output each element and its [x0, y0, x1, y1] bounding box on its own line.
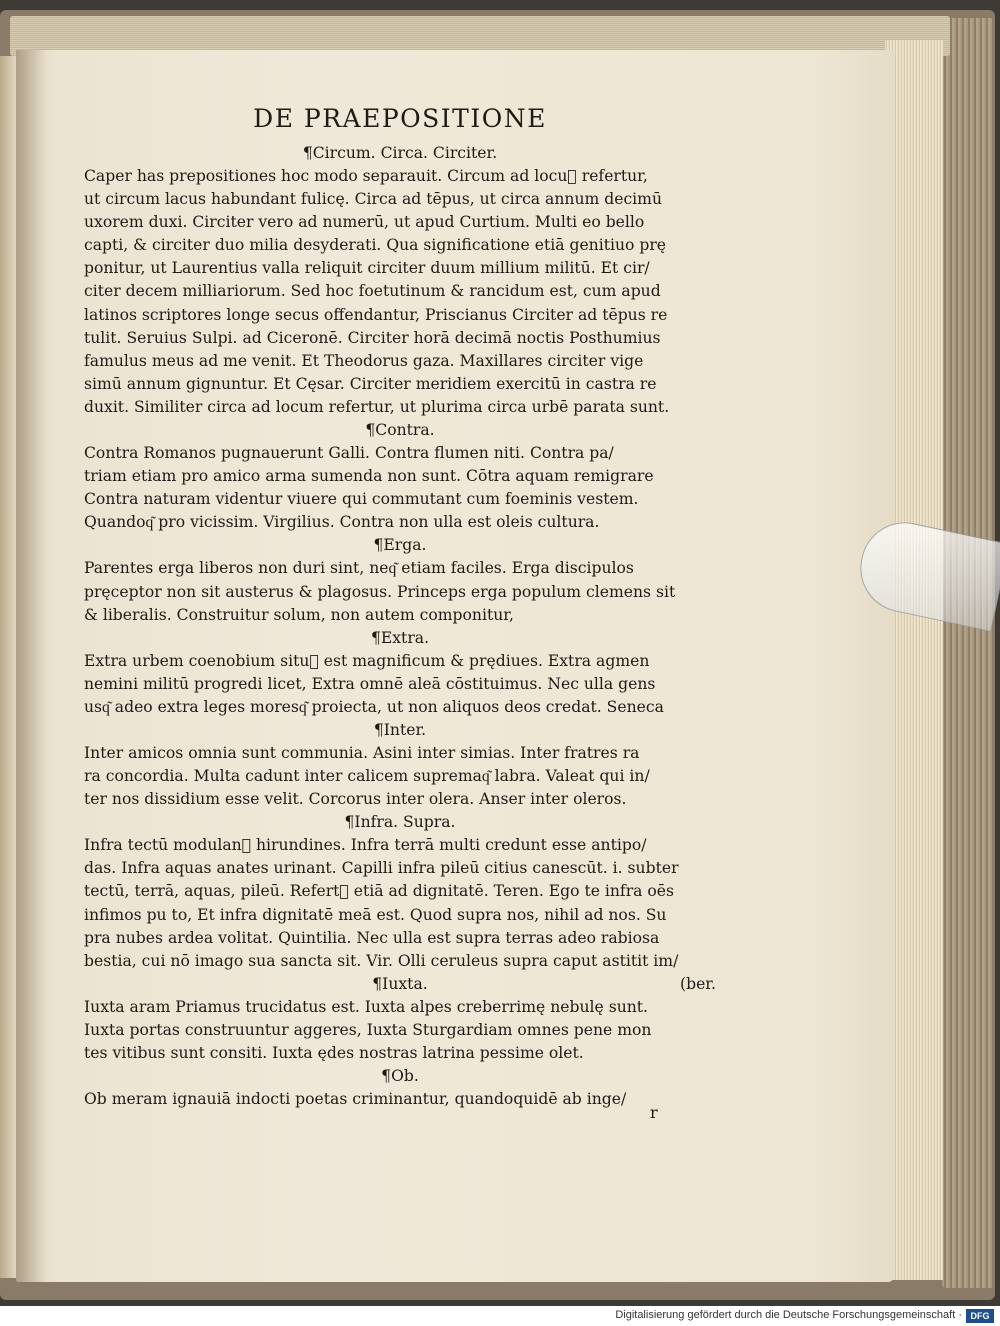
text-line: uxorem duxi. Circiter vero ad numerū, ut apud Curtium. Multi eo bello: [84, 213, 645, 232]
text-line: capti, & circiter duo milia desyderati. Qua significatione etiā genitiuo prę: [84, 236, 667, 255]
signature-mark: r: [650, 1103, 658, 1122]
text-line: citer decem milliariorum. Sed hoc foetutinum & rancidum est, cum apud: [84, 282, 661, 301]
page-text: [84, 104, 716, 1111]
text-line: tectū, terrā, aquas, pileū. Refert᷑ etiā ad dignitatē. Teren. Ego te infra oēs: [84, 882, 675, 901]
footer-bar: [0, 1306, 1000, 1326]
text-line: usq͂ adeo extra leges moresq͂ proiecta, ut non aliquos deos credat. Seneca: [84, 697, 664, 716]
text-line: ponitur, ut Laurentius valla reliquit circiter duum millium militū. Et cir/: [84, 259, 650, 278]
text-line: pra nubes ardea volitat. Quintilia. Nec ulla est supra terras adeo rabiosa: [84, 928, 660, 947]
text-line: Infra tectū modulan᷑ hirundines. Infra terrā multi credunt esse antipo/: [84, 836, 647, 855]
text-line: nemini militū progredi licet, Extra omnē aleā cōstituimus. Nec ulla gens: [84, 674, 656, 693]
text-line: pręceptor non sit austerus & plagosus. Princeps erga populum clemens sit: [84, 582, 676, 601]
text-line: Iuxta portas construuntur aggeres, Iuxta Sturgardiam omnes pene mon: [84, 1020, 652, 1039]
text-line: ut circum lacus habundant fulicę. Circa ad tēpus, ut circa annum decimū: [84, 190, 662, 209]
section-heading: [84, 534, 716, 557]
text-line: Extra urbem coenobium situ᷑ est magnificum & prędiues. Extra agmen: [84, 651, 650, 670]
text-line: das. Infra aquas anates urinant. Capilli infra pileū citius canescūt. i. subter: [84, 859, 679, 878]
section-heading: [84, 419, 716, 442]
text-line: Ob meram ignauiā indocti poetas criminantur, quandoquidē ab inge/: [84, 1090, 627, 1109]
page-title: DE PRAEPOSITIONE: [253, 104, 547, 133]
text-line: simū annum gignuntur. Et Cęsar. Circiter meridiem exercitū in castra re: [84, 374, 657, 393]
dfg-logo: DFG: [966, 1309, 994, 1323]
page-gutter-shadow: [16, 50, 46, 1282]
text-line: bestia, cui nō imago sua sancta sit. Vir. Olli ceruleus supra caput astitit im/: [84, 951, 679, 970]
text-line: Caper has prepositiones hoc modo separauit. Circum ad locu᷑ refertur,: [84, 167, 648, 185]
text-line: duxit. Similiter circa ad locum refertur, ut plurima circa urbē parata sunt.: [84, 397, 670, 416]
text-line: Iuxta aram Priamus trucidatus est. Iuxta alpes creberrimę nebulę sunt.: [84, 997, 649, 1016]
section-heading: [84, 142, 716, 165]
section-heading-text: ¶Erga.: [373, 536, 427, 555]
text-line: Contra naturam videntur viuere qui commutant cum foeminis vestem.: [84, 490, 639, 509]
section-heading: [84, 973, 716, 996]
section-heading-text: ¶Ob.: [381, 1067, 419, 1086]
section-heading-text: ¶Iuxta.: [372, 974, 428, 993]
text-line: latinos scriptores longe secus offendantur, Priscianus Circiter ad tēpus re: [84, 305, 668, 324]
text-line: Contra Romanos pugnauerunt Galli. Contra flumen niti. Contra pa/: [84, 444, 614, 463]
section-heading: [84, 719, 716, 742]
heading-tail-text: (ber.: [680, 974, 716, 993]
binding-board-edge: [942, 18, 994, 1288]
text-line: infimos pu to, Et infra dignitatē meā est. Quod supra nos, nihil ad nos. Su: [84, 905, 667, 924]
section-heading-text: ¶Infra. Supra.: [344, 813, 456, 832]
text-line: & liberalis. Construitur solum, non autem componitur,: [84, 605, 514, 624]
section-heading: [84, 627, 716, 650]
section-heading: [84, 1065, 716, 1088]
text-line: Quandoq͂ pro vicissim. Virgilius. Contra non ulla est oleis cultura.: [84, 513, 600, 532]
section-heading-text: ¶Circum. Circa. Circiter.: [302, 144, 498, 162]
section-heading-text: ¶Inter.: [373, 720, 427, 739]
funding-notice: Digitalisierung gefördert durch die Deutsche Forschungsgemeinschaft ·: [615, 1309, 962, 1321]
text-line: ra concordia. Multa cadunt inter calicem supremaq͂ labra. Valeat qui in/: [84, 767, 650, 786]
section-heading: [84, 811, 716, 834]
text-line: Inter amicos omnia sunt communia. Asini inter simias. Inter fratres ra: [84, 743, 640, 762]
text-line: tes vitibus sunt consiti. Iuxta ędes nostras latrina pessime olet.: [84, 1044, 584, 1062]
text-line: tulit. Seruius Sulpi. ad Ciceronē. Circiter horā decimā noctis Posthumius: [84, 328, 661, 347]
text-line: famulus meus ad me venit. Et Theodorus gaza. Maxillares circiter vige: [84, 351, 644, 370]
text-line: Parentes erga liberos non duri sint, neq͂ etiam faciles. Erga discipulos: [84, 559, 634, 578]
section-heading-text: ¶Extra.: [370, 628, 430, 647]
text-line: ter nos dissidium esse velit. Corcorus inter olera. Anser inter oleros.: [84, 790, 627, 809]
text-line: triam etiam pro amico arma sumenda non sunt. Cōtra aquam remigrare: [84, 467, 654, 486]
section-heading-text: ¶Contra.: [365, 421, 435, 440]
